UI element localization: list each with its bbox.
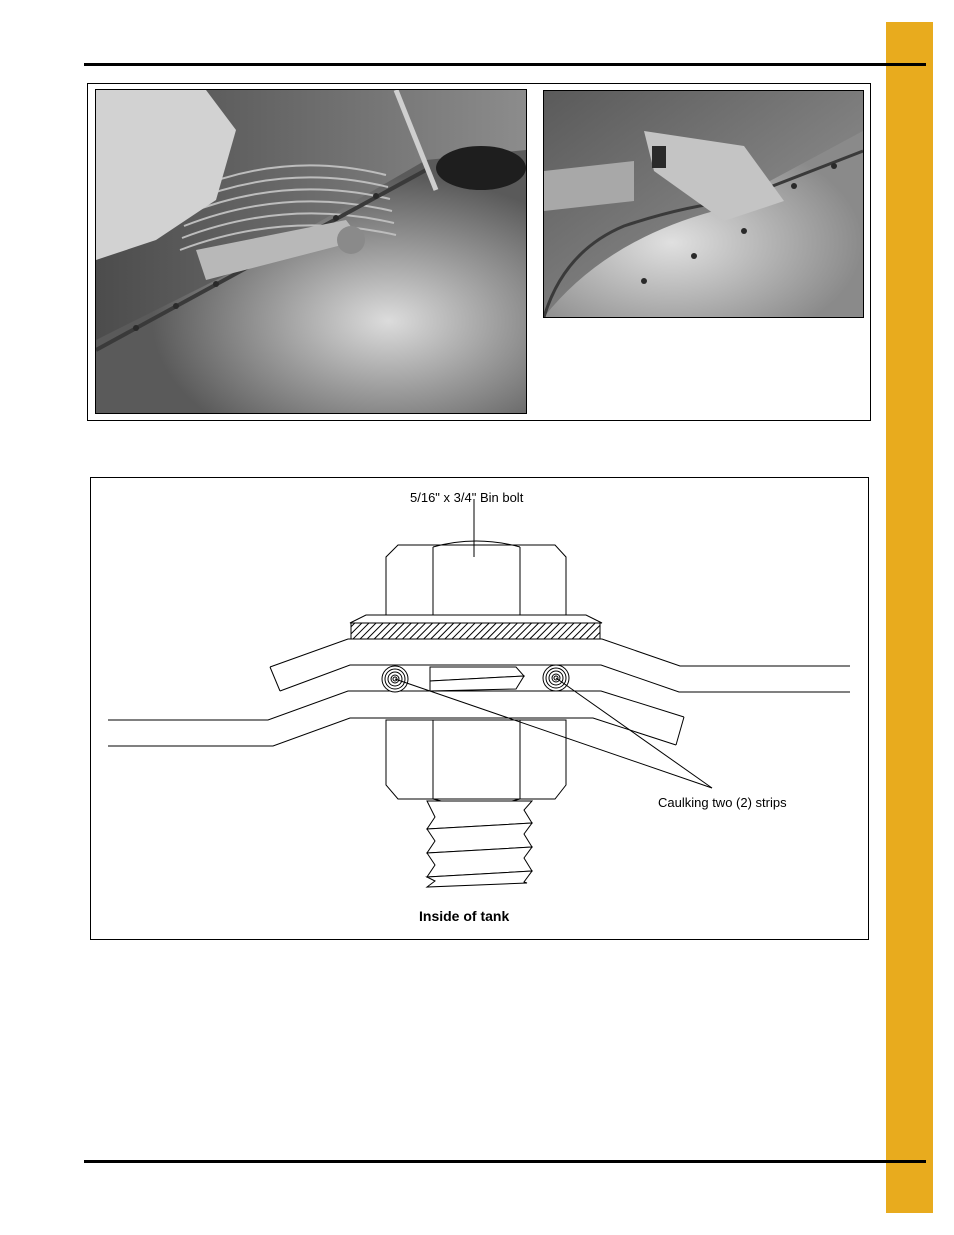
section-side-tab — [886, 22, 933, 1213]
header-rule — [84, 63, 926, 66]
photo-applying-caulk — [95, 89, 527, 414]
caulking-label: Caulking two (2) strips — [658, 795, 787, 810]
inside-tank-label: Inside of tank — [419, 908, 510, 924]
photo-smoothing-caulk — [543, 90, 864, 318]
bolt-label: 5/16" x 3/4" Bin bolt — [410, 490, 524, 505]
footer-rule — [84, 1160, 926, 1163]
diagram-drawing — [90, 477, 869, 940]
